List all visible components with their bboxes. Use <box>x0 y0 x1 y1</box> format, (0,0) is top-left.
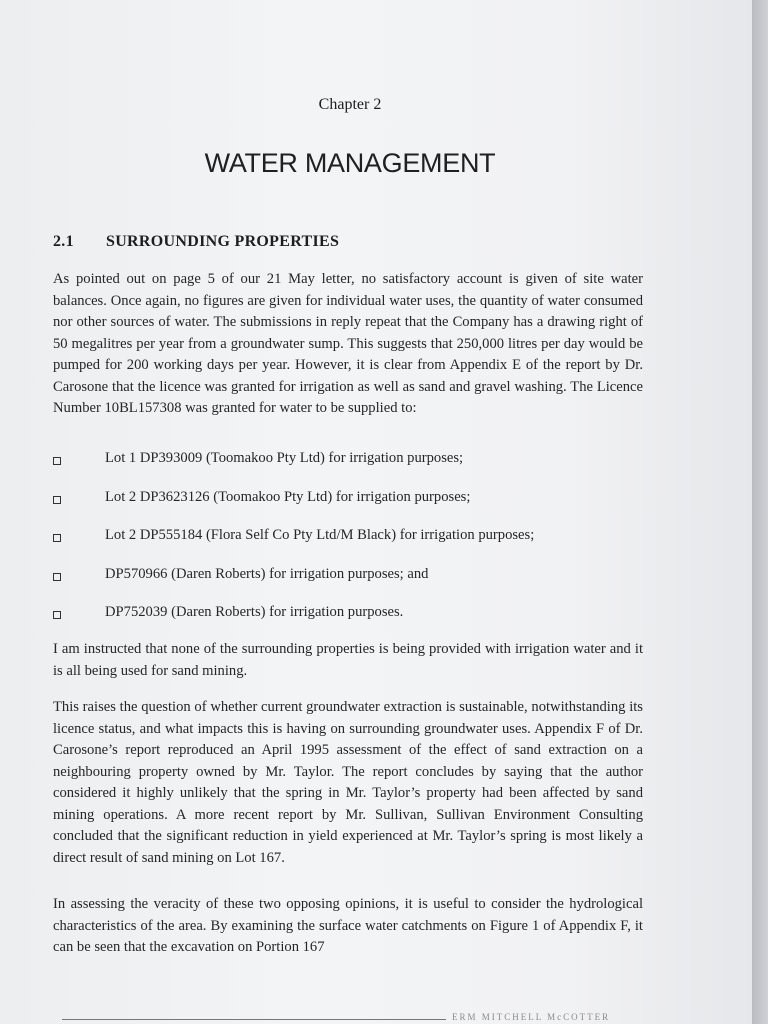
licence-property-list <box>53 450 653 643</box>
paragraph-3: This raises the question of whether current groundwater extraction is sustainable, notwithstanding its licence status, and what impacts this is having on surrounding groundwater uses. Appendix F of Dr. Carosone’s report reproduced an April 1995 assessment of the effect of sand extraction on a neighbouring property owned by Mr. Taylor. The report concludes by saying that the author considered it highly unlikely that the spring in Mr. Taylor’s property had been affected by sand mining operations. A more recent report by Mr. Sullivan, Sullivan Environment Consulting concluded that the significant reduction in yield experienced at Mr. Taylor’s spring is most likely a direct result of sand mining on Lot 167. <box>53 699 643 866</box>
paragraph-4: In assessing the veracity of these two opposing opinions, it is useful to consider the hydrological characteristics of the area. By examining the surface water catchments on Figure 1 of Appendix F, it can be seen that the excavation on Portion 167 <box>53 896 643 955</box>
section-number: 2.1 <box>53 233 74 250</box>
chapter-label: Chapter 2 <box>318 96 382 113</box>
square-bullet-icon <box>53 573 61 581</box>
section-heading <box>53 233 339 251</box>
list-item: Lot 2 DP3623126 (Toomakoo Pty Ltd) for irrigation purposes; <box>53 489 653 528</box>
list-item: DP570966 (Daren Roberts) for irrigation purposes; and <box>53 566 653 605</box>
square-bullet-icon <box>53 534 61 542</box>
list-item: DP752039 (Daren Roberts) for irrigation purposes. <box>53 604 653 643</box>
paragraph-2: I am instructed that none of the surrounding properties is being provided with irrigation water and it is all being used for sand mining. <box>53 641 643 679</box>
square-bullet-icon <box>53 457 61 465</box>
square-bullet-icon <box>53 611 61 619</box>
square-bullet-icon <box>53 496 61 504</box>
paragraph-1: As pointed out on page 5 of our 21 May letter, no satisfactory account is given of site water balances. Once again, no figures are given for individual water uses, the quantity of water consumed nor other sources of water. The submissions in reply repeat that the Company has a drawing right of 50 megalitres per year from a groundwater sump. This suggests that 250,000 litres per day would be pumped for 200 working days per year. However, it is clear from Appendix E of the report by Dr. Carosone that the licence was granted for irrigation as well as sand and gravel washing. The Licence Number 10BL157308 was granted for water to be supplied to: <box>53 271 643 416</box>
page-edge-shadow <box>752 0 768 1024</box>
page-title: WATER MANAGEMENT <box>204 148 496 178</box>
list-item: Lot 2 DP555184 (Flora Self Co Pty Ltd/M Black) for irrigation purposes; <box>53 527 653 566</box>
footer-rule <box>62 1019 446 1020</box>
list-item: Lot 1 DP393009 (Toomakoo Pty Ltd) for irrigation purposes; <box>53 450 653 489</box>
section-title: SURROUNDING PROPERTIES <box>106 233 340 250</box>
footer-text: ERM MITCHELL McCOTTER <box>452 1012 611 1022</box>
